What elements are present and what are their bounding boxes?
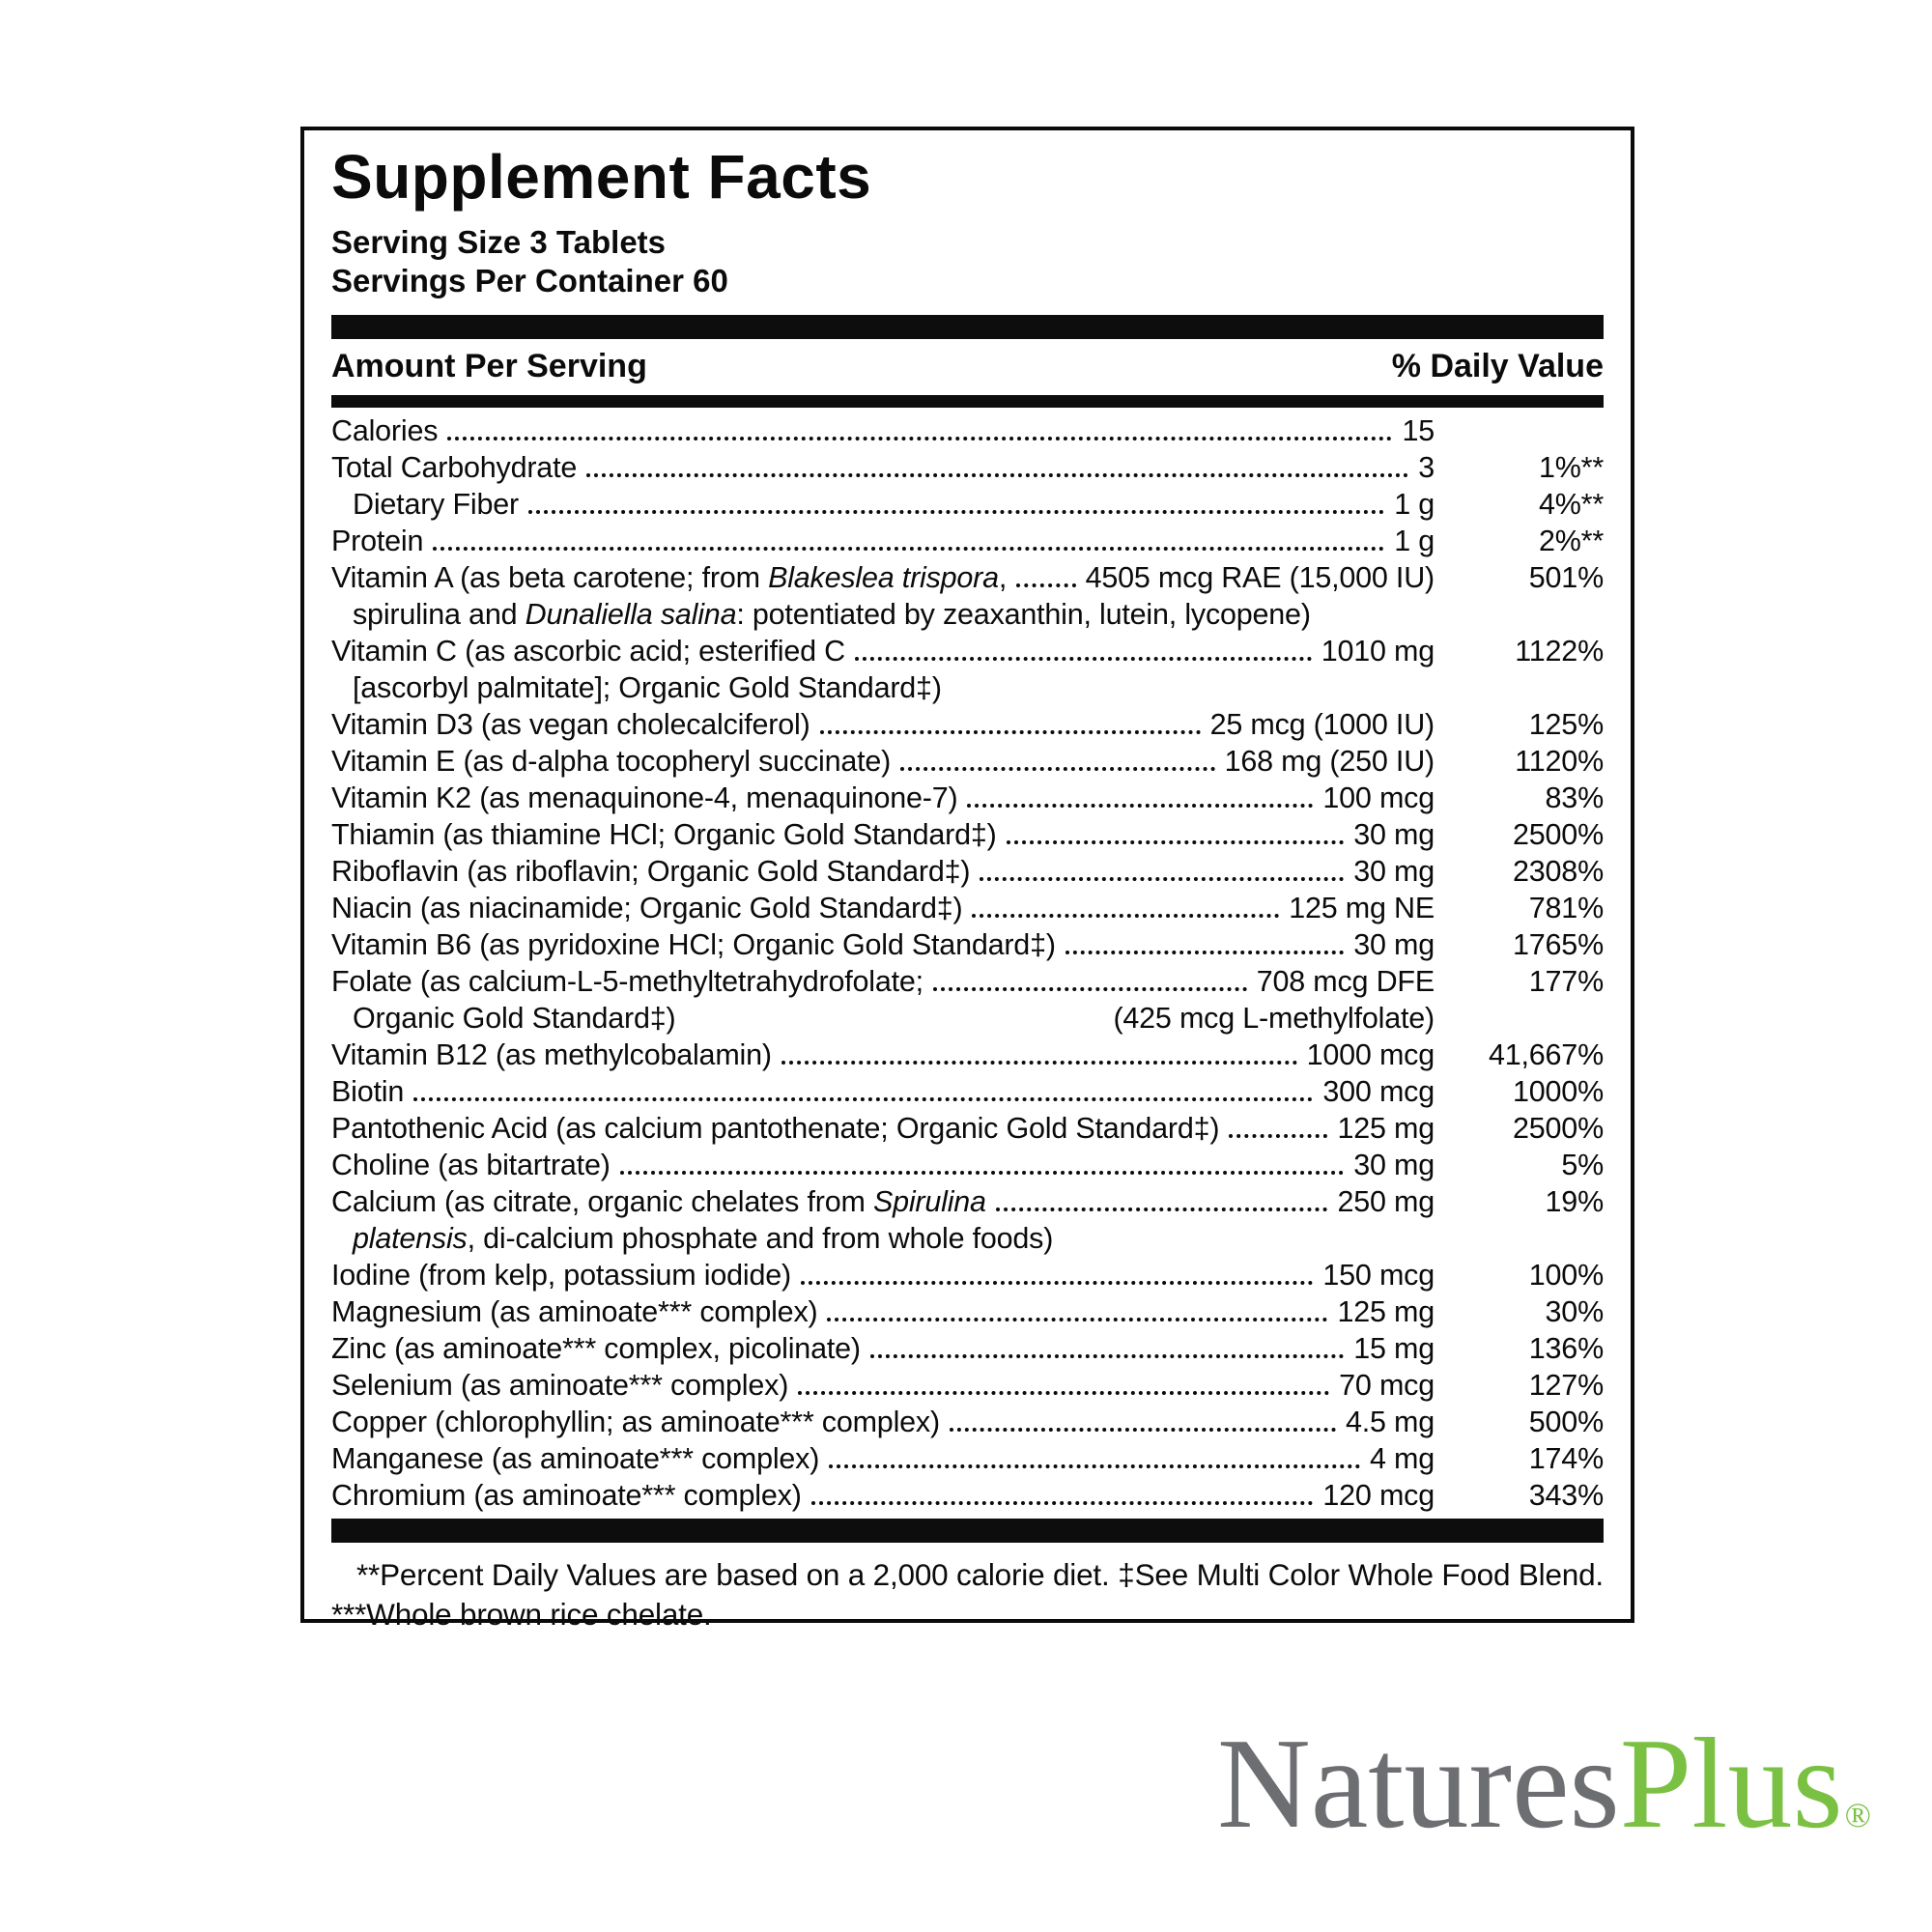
nutrient-row [331, 1147, 1604, 1183]
nutrient-name: Vitamin B12 (as methylcobalamin) [331, 1038, 772, 1071]
nutrient-amount: 30 mg [1353, 928, 1435, 961]
nutrient-amount: 30 mg [1353, 818, 1435, 851]
footnotes [331, 1543, 1604, 1634]
dot-leader [827, 1285, 1327, 1321]
nutrient-amount: 30 mg [1353, 1149, 1435, 1181]
nutrient-daily-value: 501% [1528, 561, 1604, 594]
dot-leader [1016, 551, 1075, 587]
nutrient-daily-value: 2500% [1513, 818, 1604, 851]
nutrient-daily-value: 125% [1528, 708, 1604, 741]
nutrient-row [331, 963, 1604, 1000]
nutrient-name: Calories [331, 414, 439, 447]
nutrient-daily-value: 1120% [1515, 745, 1604, 778]
nutrient-name: Vitamin B6 (as pyridoxine HCl; Organic Gold Standard‡) [331, 928, 1056, 961]
nutrient-daily-value [1435, 596, 1604, 633]
nutrient-daily-value: 2500% [1513, 1112, 1604, 1145]
nutrient-rows [331, 408, 1604, 1514]
nutrient-amount: 125 mg NE [1289, 892, 1435, 924]
divider-thick-top [331, 315, 1604, 339]
nutrient-row [331, 1477, 1604, 1514]
nutrient-daily-value: 174% [1528, 1442, 1604, 1475]
nutrient-amount: 70 mcg [1339, 1369, 1435, 1402]
nutrient-amount: 15 [1402, 414, 1435, 447]
nutrient-amount: 1 g [1394, 488, 1435, 521]
nutrient-amount: 100 mcg [1322, 781, 1435, 814]
nutrient-name: Riboflavin (as riboflavin; Organic Gold Standard‡) [331, 855, 971, 888]
nutrient-amount: 1000 mcg [1306, 1038, 1435, 1071]
nutrient-name: Calcium (as citrate, organic chelates from Spirulina [331, 1185, 986, 1218]
dot-leader [801, 1248, 1313, 1285]
nutrient-amount: 25 mcg (1000 IU) [1209, 708, 1435, 741]
nutrient-name: Vitamin C (as ascorbic acid; esterified C [331, 635, 845, 668]
nutrient-amount: 250 mg [1337, 1185, 1435, 1218]
nutrient-name: Vitamin D3 (as vegan cholecalciferol) [331, 708, 810, 741]
nutrient-amount: 150 mcg [1322, 1259, 1435, 1292]
nutrient-name: Copper (chlorophyllin; as aminoate*** complex) [331, 1406, 940, 1438]
nutrient-row [331, 633, 1604, 669]
dot-leader [967, 771, 1313, 808]
dot-leader [586, 440, 1408, 477]
dot-leader [972, 881, 1279, 918]
nutrient-daily-value: 1765% [1513, 928, 1604, 961]
nutrient-daily-value: 41,667% [1488, 1038, 1604, 1071]
dot-leader [1065, 918, 1344, 954]
nutrient-daily-value [1435, 669, 1604, 706]
servings-per-container: Servings Per Container 60 [331, 263, 728, 298]
nutrient-daily-value: 343% [1528, 1479, 1604, 1512]
nutrient-amount: (425 mcg L-methylfolate) [1113, 1002, 1435, 1035]
nutrient-name: Organic Gold Standard‡) [353, 1002, 676, 1035]
nutrient-name: Vitamin K2 (as menaquinone-4, menaquinone-7) [331, 781, 958, 814]
nutrient-name: Iodine (from kelp, potassium iodide) [331, 1259, 791, 1292]
nutrient-amount: 3 [1418, 451, 1435, 484]
nutrient-name: Protein [331, 525, 424, 557]
nutrient-daily-value [1435, 1220, 1604, 1257]
naturesplus-logo [1217, 1712, 1871, 1855]
nutrient-daily-value: 177% [1528, 965, 1604, 998]
footnote-daily-value: **Percent Daily Values are based on a 2,000 calorie diet. [356, 1557, 1110, 1592]
nutrient-name: platensis, di-calcium phosphate and from whole foods) [353, 1222, 1054, 1255]
nutrient-daily-value: 500% [1528, 1406, 1604, 1438]
nutrient-daily-value: 1%** [1538, 451, 1604, 484]
panel-title: Supplement Facts [331, 142, 872, 212]
dot-leader [433, 514, 1384, 551]
dot-leader [820, 697, 1201, 734]
dot-leader [1007, 808, 1345, 844]
column-header-row [331, 339, 1604, 395]
dot-leader [620, 1138, 1345, 1175]
nutrient-amount: 300 mcg [1322, 1075, 1435, 1108]
dot-leader [980, 844, 1344, 881]
nutrient-name: [ascorbyl palmitate]; Organic Gold Standard‡) [353, 671, 942, 704]
nutrient-amount: 4505 mcg RAE (15,000 IU) [1085, 561, 1435, 594]
nutrient-name: Magnesium (as aminoate*** complex) [331, 1295, 818, 1328]
nutrient-daily-value: 2%** [1538, 525, 1604, 557]
nutrient-name: Thiamin (as thiamine HCl; Organic Gold Standard‡) [331, 818, 997, 851]
nutrient-name: Dietary Fiber [353, 488, 519, 521]
dot-leader [855, 624, 1312, 661]
nutrient-amount: 15 mg [1353, 1332, 1435, 1365]
divider-thick-bottom [331, 1519, 1604, 1543]
nutrient-amount: 1010 mg [1321, 635, 1435, 668]
nutrient-daily-value: 1000% [1513, 1075, 1604, 1108]
nutrient-row [331, 559, 1604, 596]
nutrient-row [331, 890, 1604, 926]
leader-spacer [1311, 596, 1435, 633]
nutrient-daily-value: 83% [1545, 781, 1604, 814]
serving-size: Serving Size 3 Tablets [331, 224, 667, 260]
nutrient-name: Vitamin E (as d-alpha tocopheryl succinate) [331, 745, 892, 778]
dot-leader [1229, 1101, 1327, 1138]
nutrient-name: Selenium (as aminoate*** complex) [331, 1369, 789, 1402]
nutrient-row [331, 780, 1604, 816]
nutrient-daily-value: 4%** [1538, 488, 1604, 521]
nutrient-row [331, 816, 1604, 853]
nutrient-row [331, 1183, 1604, 1220]
nutrient-row [331, 853, 1604, 890]
nutrient-name: Pantothenic Acid (as calcium pantothenate; Organic Gold Standard‡) [331, 1112, 1220, 1145]
nutrient-daily-value: 136% [1528, 1332, 1604, 1365]
nutrient-daily-value: 127% [1528, 1369, 1604, 1402]
nutrient-amount: 4.5 mg [1345, 1406, 1435, 1438]
nutrient-name: Total Carbohydrate [331, 451, 578, 484]
nutrient-daily-value: 2308% [1513, 855, 1604, 888]
nutrient-row [331, 1073, 1604, 1110]
nutrient-name: Chromium (as aminoate*** complex) [331, 1479, 802, 1512]
column-header-amount: Amount Per Serving [331, 348, 647, 384]
registered-trademark-icon: ® [1844, 1796, 1871, 1834]
footnote-line-1 [331, 1555, 1604, 1595]
nutrient-name: Folate (as calcium-L-5-methyltetrahydrofolate; [331, 965, 923, 998]
footnote-chelate: ***Whole brown rice chelate. [331, 1597, 712, 1632]
nutrient-name: spirulina and Dunaliella salina: potentiated by zeaxanthin, lutein, lycopene) [353, 598, 1311, 631]
nutrient-amount: 125 mg [1337, 1295, 1435, 1328]
nutrient-daily-value [1435, 1000, 1604, 1037]
dot-leader [447, 404, 1392, 440]
dot-leader [933, 954, 1247, 991]
dot-leader [811, 1468, 1314, 1505]
nutrient-daily-value: 19% [1545, 1185, 1604, 1218]
nutrient-name: Biotin [331, 1075, 405, 1108]
dot-leader [829, 1432, 1360, 1468]
nutrient-daily-value: 100% [1528, 1259, 1604, 1292]
dot-leader [900, 734, 1215, 771]
nutrient-daily-value: 30% [1545, 1295, 1604, 1328]
dot-leader [781, 1028, 1297, 1065]
dot-leader [996, 1175, 1328, 1211]
nutrient-daily-value: 1122% [1515, 635, 1604, 668]
nutrient-row [331, 523, 1604, 559]
footnote-blend: ‡See Multi Color Whole Food Blend. [1118, 1557, 1604, 1592]
nutrient-daily-value: 5% [1561, 1149, 1604, 1181]
nutrient-amount: 120 mcg [1322, 1479, 1435, 1512]
nutrient-daily-value: 781% [1528, 892, 1604, 924]
nutrient-name: Manganese (as aminoate*** complex) [331, 1442, 820, 1475]
nutrient-amount: 1 g [1394, 525, 1435, 557]
logo-text-natures: Natures [1217, 1712, 1620, 1855]
nutrient-daily-value [1435, 412, 1604, 449]
dot-leader [798, 1358, 1329, 1395]
nutrient-name: Niacin (as niacinamide; Organic Gold Standard‡) [331, 892, 963, 924]
nutrient-amount: 168 mg (250 IU) [1224, 745, 1435, 778]
nutrient-amount: 708 mcg DFE [1256, 965, 1435, 998]
nutrient-name: Vitamin A (as beta carotene; from Blakeslea trispora, [331, 561, 1008, 594]
dot-leader [870, 1321, 1344, 1358]
dot-leader [528, 477, 1384, 514]
dot-leader [413, 1065, 1313, 1101]
logo-text-plus: Plus [1619, 1712, 1843, 1855]
nutrient-name: Choline (as bitartrate) [331, 1149, 611, 1181]
nutrient-amount: 4 mg [1369, 1442, 1435, 1475]
dot-leader [950, 1395, 1336, 1432]
nutrient-name: Zinc (as aminoate*** complex, picolinate) [331, 1332, 861, 1365]
nutrient-amount: 125 mg [1337, 1112, 1435, 1145]
column-header-daily-value: % Daily Value [1391, 348, 1604, 384]
nutrient-amount: 30 mg [1353, 855, 1435, 888]
supplement-facts-panel [300, 127, 1634, 1632]
